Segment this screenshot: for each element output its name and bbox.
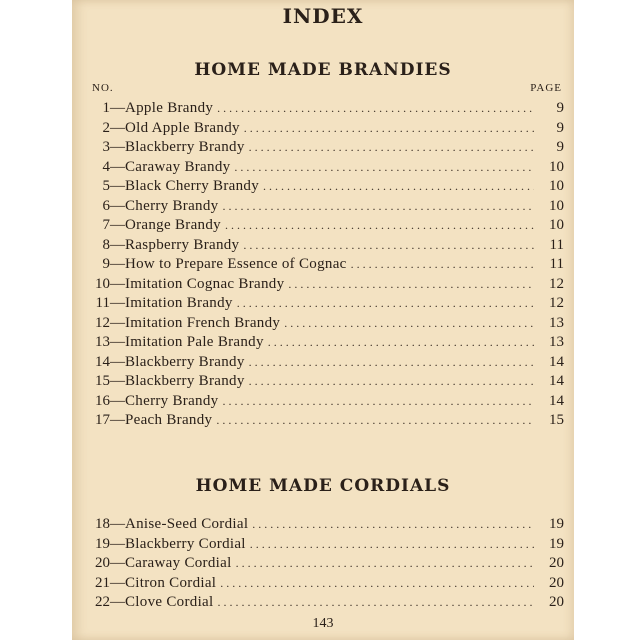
entry-page-number: 9 <box>556 100 564 116</box>
entry-number: 1 <box>102 100 110 116</box>
dot-leader <box>249 140 534 155</box>
index-title: INDEX <box>282 4 364 28</box>
entry-dash: — <box>110 275 125 292</box>
section-title-cordials: HOME MADE CORDIALS <box>195 476 451 496</box>
entry-title: Old Apple Brandy <box>125 119 240 136</box>
index-entry <box>86 178 564 198</box>
entry-number: 3 <box>102 139 110 155</box>
entry-dash: — <box>110 314 125 331</box>
column-header-page: PAGE <box>530 82 562 94</box>
entry-page-number: 15 <box>549 412 564 428</box>
entry-dash: — <box>110 555 125 571</box>
entry-title: Imitation Brandy <box>125 295 233 311</box>
dot-leader <box>249 355 534 370</box>
entry-dash: — <box>110 392 125 409</box>
entry-dash: — <box>110 516 125 532</box>
index-entry <box>86 536 564 556</box>
entry-page-number: 20 <box>549 555 564 571</box>
entry-title: Cherry Brandy <box>125 197 219 214</box>
index-entry <box>86 237 564 257</box>
entry-dash: — <box>110 295 125 311</box>
dot-leader <box>225 218 534 233</box>
entry-number: 14 <box>95 353 110 370</box>
entry-title: Peach Brandy <box>125 412 213 428</box>
entry-dash: — <box>110 100 125 116</box>
dot-leader <box>236 556 534 571</box>
dot-leader <box>222 394 534 409</box>
dot-leader <box>234 160 534 175</box>
entry-title: Blackberry Brandy <box>125 373 245 389</box>
entry-number: 8 <box>102 236 110 253</box>
dot-leader <box>284 316 534 331</box>
index-entry <box>86 354 564 374</box>
dot-leader <box>222 199 534 214</box>
section-title-brandies: HOME MADE BRANDIES <box>194 60 452 80</box>
entry-number: 9 <box>102 256 110 272</box>
entry-dash: — <box>110 256 125 272</box>
column-header-number: NO. <box>92 82 114 94</box>
entry-page-number: 14 <box>549 373 564 389</box>
index-entry <box>86 276 564 296</box>
entry-page-number: 12 <box>549 295 564 311</box>
entry-page-number: 10 <box>549 158 564 175</box>
entry-page-number: 11 <box>549 236 564 253</box>
entry-page-number: 10 <box>549 217 564 233</box>
entry-number: 19 <box>95 535 110 552</box>
entry-page-number: 10 <box>549 197 564 214</box>
dot-leader <box>243 238 534 253</box>
dot-leader <box>220 576 534 591</box>
index-entry <box>86 412 564 432</box>
entry-number: 6 <box>102 197 110 214</box>
dot-leader <box>268 335 534 350</box>
entry-page-number: 10 <box>549 178 564 194</box>
dot-leader <box>217 595 534 610</box>
entry-title: Citron Cordial <box>125 574 217 591</box>
index-entry <box>86 139 564 159</box>
entry-title: Raspberry Brandy <box>125 236 240 253</box>
entry-page-number: 20 <box>549 574 564 591</box>
entry-dash: — <box>110 535 125 552</box>
index-entry <box>86 120 564 140</box>
entry-page-number: 9 <box>556 119 564 136</box>
index-entry <box>86 256 564 276</box>
entry-number: 18 <box>95 516 110 532</box>
dot-leader <box>237 296 534 311</box>
entry-title: Blackberry Brandy <box>125 139 245 155</box>
entry-title: Blackberry Cordial <box>125 535 246 552</box>
entry-dash: — <box>110 373 125 389</box>
index-entry <box>86 100 564 120</box>
entry-dash: — <box>110 236 125 253</box>
entry-number: 10 <box>95 275 110 292</box>
dot-leader <box>252 517 534 532</box>
entry-dash: — <box>110 197 125 214</box>
index-entry <box>86 594 564 614</box>
page-number: 143 <box>312 616 334 631</box>
entry-title: Imitation French Brandy <box>125 314 281 331</box>
entry-number: 12 <box>95 314 110 331</box>
entry-number: 20 <box>95 555 110 571</box>
entry-number: 16 <box>95 392 110 409</box>
dot-leader <box>217 101 534 116</box>
entry-title: How to Prepare Essence of Cognac <box>125 256 347 272</box>
index-entry <box>86 575 564 595</box>
entry-number: 15 <box>95 373 110 389</box>
entry-dash: — <box>110 217 125 233</box>
entry-number: 22 <box>95 594 110 610</box>
entry-dash: — <box>110 574 125 591</box>
brandies-entry-list <box>86 100 564 432</box>
entry-page-number: 12 <box>549 275 564 292</box>
entry-page-number: 9 <box>556 139 564 155</box>
index-entry <box>86 516 564 536</box>
index-entry <box>86 159 564 179</box>
entry-title: Caraway Cordial <box>125 555 232 571</box>
entry-page-number: 13 <box>549 334 564 350</box>
entry-dash: — <box>110 412 125 428</box>
entry-page-number: 14 <box>549 353 564 370</box>
entry-title: Clove Cordial <box>125 594 214 610</box>
dot-leader <box>249 374 534 389</box>
dot-leader <box>263 179 534 194</box>
index-entry <box>86 217 564 237</box>
book-page <box>72 0 574 640</box>
entry-title: Anise-Seed Cordial <box>125 516 249 532</box>
entry-dash: — <box>110 139 125 155</box>
dot-leader <box>244 121 534 136</box>
entry-title: Orange Brandy <box>125 217 221 233</box>
entry-title: Cherry Brandy <box>125 392 219 409</box>
entry-dash: — <box>110 158 125 175</box>
entry-number: 5 <box>102 178 110 194</box>
index-entry <box>86 334 564 354</box>
index-entry <box>86 315 564 335</box>
index-entry <box>86 198 564 218</box>
entry-number: 13 <box>95 334 110 350</box>
entry-page-number: 20 <box>549 594 564 610</box>
entry-title: Apple Brandy <box>125 100 214 116</box>
entry-page-number: 11 <box>549 256 564 272</box>
entry-dash: — <box>110 334 125 350</box>
entry-number: 4 <box>102 158 110 175</box>
entry-number: 17 <box>95 412 110 428</box>
entry-number: 2 <box>102 119 110 136</box>
entry-dash: — <box>110 178 125 194</box>
entry-page-number: 13 <box>549 314 564 331</box>
entry-title: Imitation Cognac Brandy <box>125 275 285 292</box>
entry-dash: — <box>110 353 125 370</box>
index-entry <box>86 295 564 315</box>
entry-title: Blackberry Brandy <box>125 353 245 370</box>
dot-leader <box>216 413 534 428</box>
index-entry <box>86 555 564 575</box>
index-entry <box>86 373 564 393</box>
entry-number: 21 <box>95 574 110 591</box>
entry-page-number: 19 <box>549 516 564 532</box>
entry-number: 7 <box>102 217 110 233</box>
dot-leader <box>351 257 534 272</box>
entry-title: Caraway Brandy <box>125 158 231 175</box>
entry-title: Imitation Pale Brandy <box>125 334 264 350</box>
cordials-entry-list <box>86 516 564 614</box>
dot-leader <box>288 277 534 292</box>
entry-page-number: 14 <box>549 392 564 409</box>
entry-number: 11 <box>95 295 110 311</box>
entry-page-number: 19 <box>549 535 564 552</box>
dot-leader <box>250 537 534 552</box>
entry-title: Black Cherry Brandy <box>125 178 259 194</box>
index-entry <box>86 393 564 413</box>
entry-dash: — <box>110 594 125 610</box>
entry-dash: — <box>110 119 125 136</box>
